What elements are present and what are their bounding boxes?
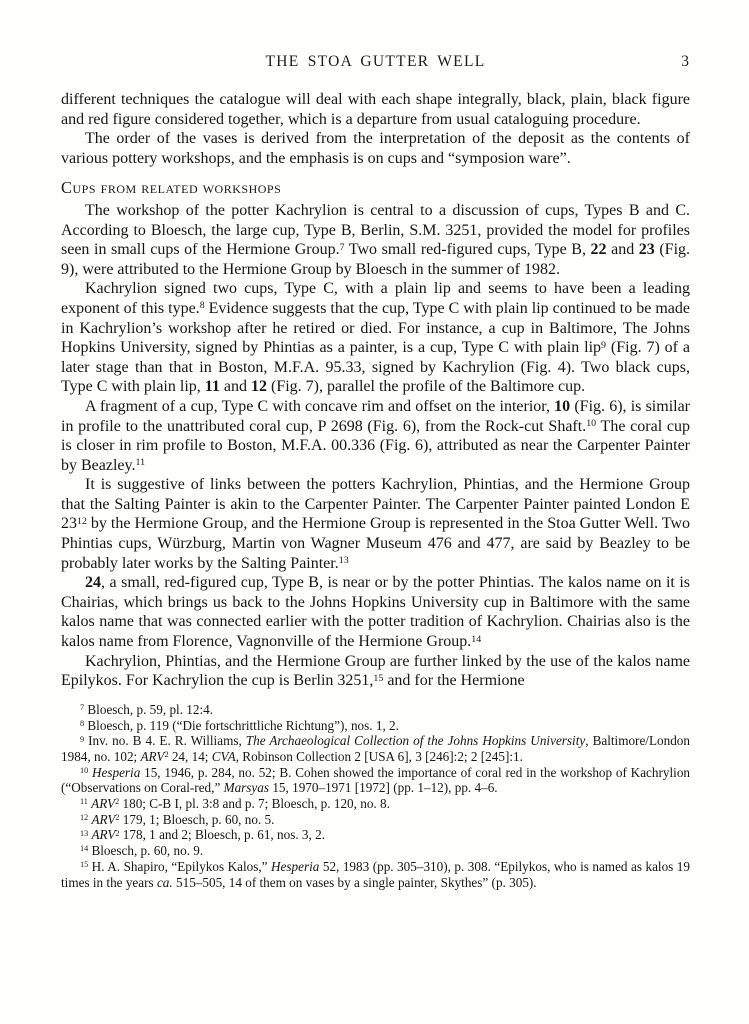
body-content [61,90,690,691]
footnote [61,765,690,796]
footnote [61,827,690,843]
text-run: 515–505, 14 of them on vases by a single painter, Skythes” (p. 305). [172,874,537,890]
text-run: 52, 1983 (pp. 305–310), p. 308. “Epilykos, who is named as kalos 19 times in the years [61,858,690,890]
bold-text: 22 [590,241,607,259]
superscript-text: 8 [199,300,205,312]
text-run: (Fig. 9), were attributed to the Hermione Group by Bloesch in the summer of 1982. [61,241,691,278]
text-run: 15, 1946, p. 284, no. 52; B. Cohen showed the importance of coral red in the workshop of Kachrylion (“Observations on Coral-red,” [61,764,691,796]
italic-text: ARV [140,748,165,764]
text-run: Kachrylion, Phintias, and the Hermione Group are further linked by the use of the kalos name Epilykos. For Kachrylion the cup is Berlin 3251, [61,652,690,690]
footnote-number: 10 [80,765,89,775]
footnote [61,702,690,718]
text-run: Kachrylion signed two cups, Type C, with a plain lip and seems to have been a leading exponent of this type. [61,280,690,317]
paragraph [61,652,690,691]
paragraph [61,573,690,651]
text-run: 15, 1970–1971 [1972] (pp. 1–12), pp. 4–6. [269,780,498,796]
paragraph [61,201,690,279]
footnote [61,718,690,734]
text-run: , Baltimore/London 1984, no. 102; [61,733,690,764]
footnote [61,796,690,812]
footnote-number: 14 [80,844,89,854]
superscript-text: 11 [135,457,146,469]
superscript-text: 9 [601,339,606,351]
text-run: (Fig. 7) of a later stage than that in Boston, M.F.A. 95.33, signed by Kachrylion (Fig. 4). Two black cups, Type C with plain lip, [61,339,691,396]
text-run: 179, 1; Bloesch, p. 60, no. 5. [119,811,275,827]
bold-text: 12 [251,378,267,396]
section-heading: Cups from related workshops [61,178,282,198]
italic-text: ARV [91,827,116,843]
page-header [61,52,690,71]
text-run: H. A. Shapiro, “Epilykos Kalos,” [91,858,272,874]
text-run: 180; C-B I, pl. 3:8 and p. 7; Bloesch, p. 120, no. 8. [119,796,390,812]
text-run: Inv. no. B 4. E. R. Williams, [88,733,246,749]
text-run: Bloesch, p. 119 (“Die fortschrittliche Richtung”), nos. 1, 2. [87,717,399,733]
paragraph [61,279,690,397]
text-run: Evidence suggests that the cup, Type C with plain lip continued to be made in Kachrylion’s workshop after he retired or died. For instance, a cup in Baltimore, The Johns Hopkins University, signed by Phintias as a painter, is a cup, Type C with plain lip [61,299,690,357]
italic-text: The Archaeological Collection of the Johns Hopkins University [245,733,586,749]
italic-text: Marsyas [223,780,270,796]
text-run: , a small, red-figured cup, Type B, is near or by the potter Phintias. The kalos name on it is Chairias, which brings us back to the Johns Hopkins University cup in Baltimore with the same kalos name that was connected earlier with the potter tradition of Kachrylion. Chairias also is the kalos name from Florence, Vagnonville of the Hermione Group. [61,574,690,651]
text-run: Bloesch, p. 60, no. 9. [91,843,204,859]
text-run: (Fig. 6), is similar in profile to the unattributed coral cup, P 2698 (Fig. 6), from the Rock-cut Shaft. [61,397,691,435]
bold-text: 10 [554,397,571,415]
italic-text: CVA [211,748,236,764]
text-run: 178, 1 and 2; Bloesch, p. 61, nos. 3, 2. [119,827,325,843]
footnote [61,733,690,764]
text-run: 24, 14; [168,748,212,764]
italic-text: ARV [91,811,116,827]
paragraph [61,90,690,129]
superscript-text: 13 [338,555,349,567]
footnote-number: 13 [80,828,89,838]
text-run: and [219,378,251,396]
superscript-text: 12 [77,516,87,528]
superscript-text: 15 [373,672,384,684]
italic-text: ca. [156,874,173,890]
superscript-text: 7 [339,241,345,253]
bold-text: 11 [204,378,220,396]
footnote-number: 9 [80,734,85,744]
footnote [61,859,690,890]
superscript-text: 10 [586,418,597,430]
italic-text: Hesperia [271,858,320,874]
text-run: The workshop of the potter Kachrylion is central to a discussion of cups, Types B and C. According to Bloesch, the large cup, Type B, Berlin, S.M. 3251, provided the model for profiles seen in small cups of the Hermione Group. [61,201,690,259]
text-run: A fragment of a cup, Type C with concave rim and offset on the interior, [85,397,555,415]
text-run: different techniques the catalogue will deal with each shape integrally, black, plain, black figure and red figure considered together, which is a departure from usual cataloguing procedure. [61,91,690,128]
footnote-number: 11 [80,797,88,807]
footnote [61,812,690,828]
text-run: The coral cup is closer in rim profile to Boston, M.F.A. 00.336 (Fig. 6), attributed as near the Carpenter Painter by Beazley. [61,417,690,474]
paragraph [61,397,690,475]
paragraph [61,475,690,573]
page-number: 3 [681,53,689,70]
text-run: by the Hermione Group, and the Hermione Group is represented in the Stoa Gutter Well. Two Phintias cups, Würzburg, Martin von Wagner Museum 476 and 477, are said by Beazley to be probably later works by the Salting Painter. [61,515,690,572]
footnote [61,843,690,859]
running-head-title: THE STOA GUTTER WELL [265,53,486,70]
superscript-text: 2 [115,797,120,807]
italic-text: Hesperia [91,764,141,780]
text-run: and for the Hermione [383,672,525,690]
text-run: (Fig. 7), parallel the profile of the Baltimore cup. [267,378,586,396]
text-run: Bloesch, p. 59, pl. 12:4. [87,701,214,717]
footnote-number: 8 [80,718,85,728]
text-block [61,52,690,890]
superscript-text: 2 [164,750,169,760]
footnote-number: 7 [80,703,85,713]
text-run: It is suggestive of links between the potters Kachrylion, Phintias, and the Hermione Group that the Salting Painter is akin to the Carpenter Painter. The Carpenter Painter painted London E 23 [61,476,690,533]
bold-text: 23 [638,241,655,259]
text-run: Two small red-figured cups, Type B, [344,241,591,259]
footnote-number: 12 [80,813,89,823]
paragraph [61,129,690,168]
text-run: The order of the vases is derived from the interpretation of the deposit as the contents of various pottery workshops, and the emphasis is on cups and “symposion ware”. [61,130,690,167]
footnote-number: 15 [80,860,89,870]
text-run: , Robinson Collection 2 [USA 6], 3 [246]:2; 2 [245]:1. [235,748,523,764]
italic-text: ARV [91,796,116,812]
text-run: and [606,241,639,259]
superscript-text: 14 [471,633,482,645]
footnotes-section [61,702,690,890]
superscript-text: 2 [115,828,120,838]
superscript-text: 2 [115,813,120,823]
bold-text: 24 [85,574,101,592]
